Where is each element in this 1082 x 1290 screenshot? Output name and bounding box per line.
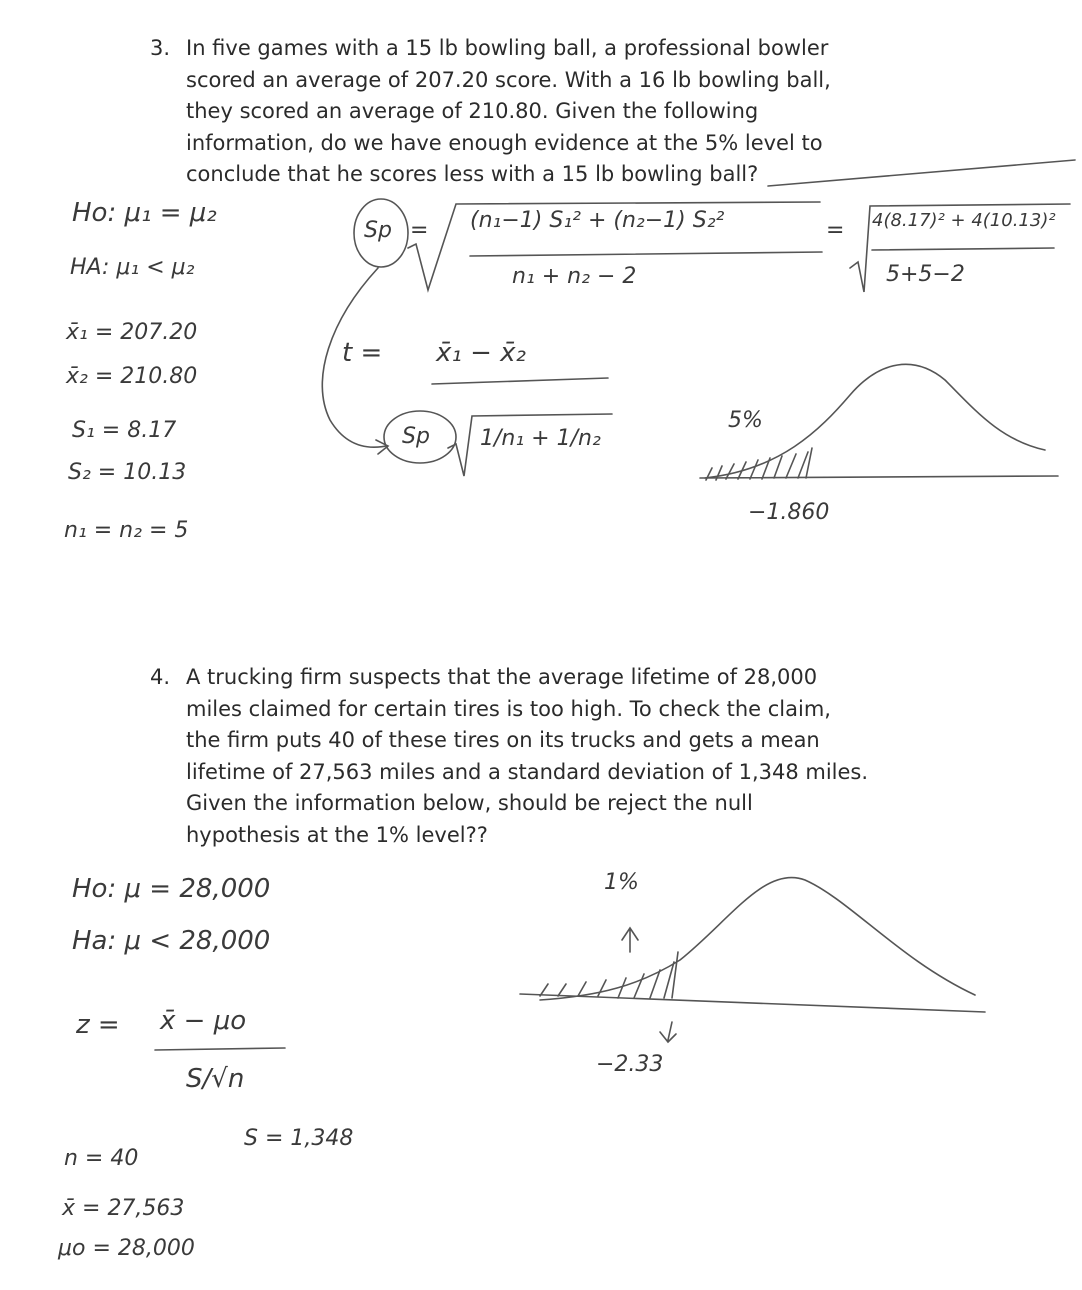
- t-numerator: x̄₁ − x̄₂: [436, 338, 526, 368]
- alpha-label: 5%: [728, 408, 763, 433]
- critical-line: [672, 952, 678, 998]
- fraction-bar: [432, 378, 608, 384]
- problem-4-number: 4.: [150, 665, 171, 689]
- problem-4-line: miles claimed for certain tires is too high. To check the claim,: [186, 696, 831, 721]
- z-numerator: x̄ − μo: [160, 1006, 247, 1036]
- t-sp-label: Sp: [402, 424, 430, 449]
- equals-sign: =: [410, 218, 429, 243]
- problem-4-line: A trucking firm suspects that the average lifetime of 28,000: [186, 665, 818, 689]
- problem-3-line: they scored an average of 210.80. Given the following: [186, 99, 759, 123]
- arrow-up: [622, 928, 638, 952]
- critical-value: −2.33: [596, 1052, 664, 1077]
- sp-denominator-values: 5+5−2: [886, 262, 965, 287]
- underline-stroke: [768, 160, 1075, 186]
- hatching: [540, 962, 674, 998]
- fraction-bar: [155, 1048, 285, 1050]
- s-value: S = 1,348: [244, 1126, 354, 1151]
- xbar1-value: x̄₁ = 207.20: [66, 320, 198, 345]
- sp-denominator: n₁ + n₂ − 2: [512, 264, 637, 289]
- critical-line: [806, 448, 812, 478]
- alpha-label: 1%: [604, 870, 639, 895]
- equals-sign: =: [826, 218, 845, 243]
- n-values: n₁ = n₂ = 5: [64, 518, 189, 543]
- z-label: z =: [76, 1010, 120, 1040]
- critical-value: −1.860: [748, 500, 830, 525]
- problem-3-line: conclude that he scores less with a 15 lb bowling ball?: [186, 162, 759, 186]
- arrow-down: [660, 1022, 676, 1042]
- problem-3-number: 3.: [150, 36, 171, 60]
- sp-numerator-values: 4(8.17)² + 4(10.13)²: [872, 210, 1056, 231]
- problem-4-line: lifetime of 27,563 miles and a standard deviation of 1,348 miles.: [186, 759, 869, 784]
- z-denominator: S/√n: [186, 1064, 245, 1094]
- fraction-bar: [470, 252, 822, 256]
- axis-line: [700, 476, 1058, 478]
- xbar2-value: x̄₂ = 210.80: [66, 364, 198, 389]
- axis-line: [520, 994, 985, 1012]
- ha-statement: Ha: μ < 28,000: [72, 926, 271, 956]
- fraction-bar: [872, 248, 1054, 250]
- problem-3-line: scored an average of 207.20 score. With a 16 lb bowling ball,: [186, 67, 831, 92]
- t-label: t =: [342, 338, 383, 368]
- sp-label: Sp: [364, 218, 392, 243]
- s1-value: S₁ = 8.17: [72, 418, 177, 443]
- s2-value: S₂ = 10.13: [68, 460, 187, 485]
- problem-4-line: hypothesis at the 1% level??: [186, 822, 488, 847]
- n-value: n = 40: [64, 1146, 139, 1171]
- problem-4-line: the firm puts 40 of these tires on its trucks and gets a mean: [186, 728, 820, 752]
- h0-statement: Ho: μ = 28,000: [72, 874, 271, 904]
- mu0-value: μo = 28,000: [58, 1236, 195, 1261]
- xbar-value: x̄ = 27,563: [62, 1196, 185, 1221]
- problem-3-line: In five games with a 15 lb bowling ball, a professional bowler: [186, 36, 829, 60]
- problem-3-line: information, do we have enough evidence at the 5% level to: [186, 130, 823, 155]
- h0-statement: Ho: μ₁ = μ₂: [72, 198, 217, 228]
- t-fraction: 1/n₁ + 1/n₂: [480, 426, 601, 451]
- ha-statement: HA: μ₁ < μ₂: [70, 255, 195, 280]
- sp-numerator: (n₁−1) S₁² + (n₂−1) S₂²: [470, 208, 725, 233]
- problem-4-line: Given the information below, should be reject the null: [186, 791, 753, 815]
